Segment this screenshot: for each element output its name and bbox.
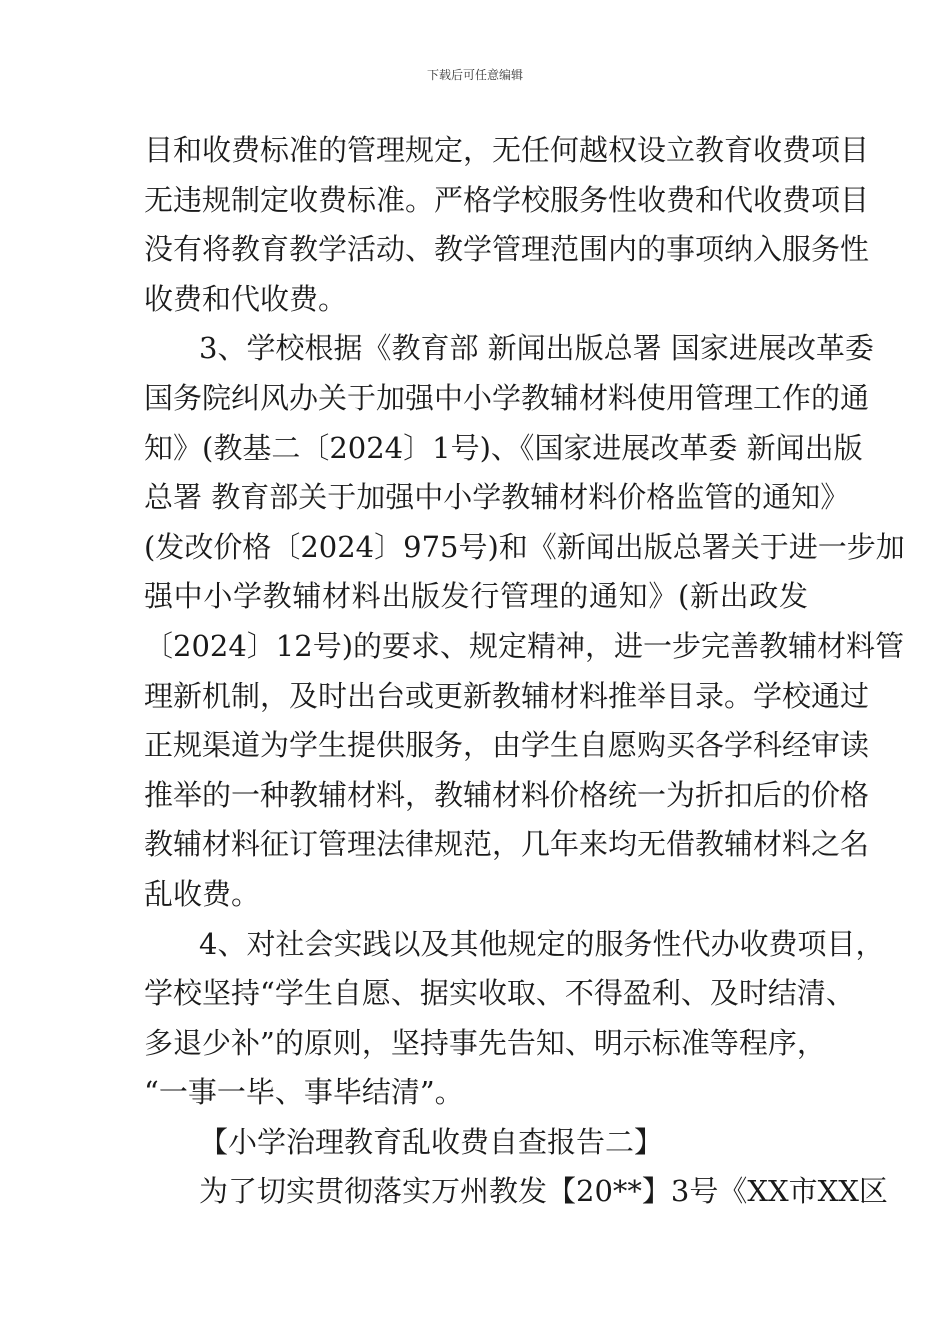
paragraph (144, 126, 870, 324)
text-line: 理新机制，及时出台或更新教辅材料推举目录。学校通过 (144, 678, 870, 713)
text-line: 总署 教育部关于加强中小学教辅材料价格监管的通知》 (144, 480, 850, 515)
text-line: 3、学校根据《教育部 新闻出版总署 国家进展改革委 (199, 331, 874, 366)
paragraph (144, 324, 905, 919)
text-line: 4、对社会实践以及其他规定的服务性代办收费项目， (199, 926, 885, 961)
text-line: 知》(教基二〔2024〕1号)、《国家进展改革委 新闻出版 (144, 430, 863, 465)
text-line: 国务院纠风办关于加强中小学教辅材料使用管理工作的通 (144, 380, 870, 415)
text-line: 强中小学教辅材料出版发行管理的通知》(新出政发 (144, 579, 808, 614)
paragraph (144, 920, 885, 1118)
text-line: 收费和代收费。 (144, 281, 348, 316)
text-line: 推举的一种教辅材料，教辅材料价格统一为折扣后的价格 (144, 777, 870, 812)
page-header-note: 下载后可任意编辑 (426, 68, 523, 82)
text-line: 无违规制定收费标准。严格学校服务性收费和代收费项目 (144, 182, 870, 217)
paragraph (144, 1167, 888, 1217)
text-line: 目和收费标准的管理规定，无任何越权设立教育收费项目 (144, 133, 870, 167)
document-body (144, 126, 905, 1217)
text-line: 乱收费。 (144, 876, 261, 911)
text-line: 学校坚持“学生自愿、据实收取、不得盈利、及时结清、 (144, 976, 855, 1011)
text-line: 教辅材料征订管理法律规范，几年来均无借教辅材料之名 (144, 827, 870, 862)
text-line: (发改价格〔2024〕975号)和《新闻出版总署关于进一步加 (144, 529, 905, 564)
text-line: 〔2024〕12号)的要求、规定精神，进一步完善教辅材料管 (144, 628, 905, 663)
text-line: 没有将教育教学活动、教学管理范围内的事项纳入服务性 (144, 232, 870, 267)
text-line: “一事一毕、事毕结清”。 (144, 1075, 464, 1110)
text-line: 正规渠道为学生提供服务，由学生自愿购买各学科经审读 (144, 728, 870, 763)
section-heading (144, 1118, 808, 1168)
text-line: 为了切实贯彻落实万州教发【20**】3号《XX市XX区 (199, 1174, 888, 1209)
text-line: 多退少补”的原则，坚持事先告知、明示标准等程序， (144, 1025, 826, 1060)
heading-text: 【小学治理教育乱收费自查报告二】 (199, 1124, 664, 1159)
